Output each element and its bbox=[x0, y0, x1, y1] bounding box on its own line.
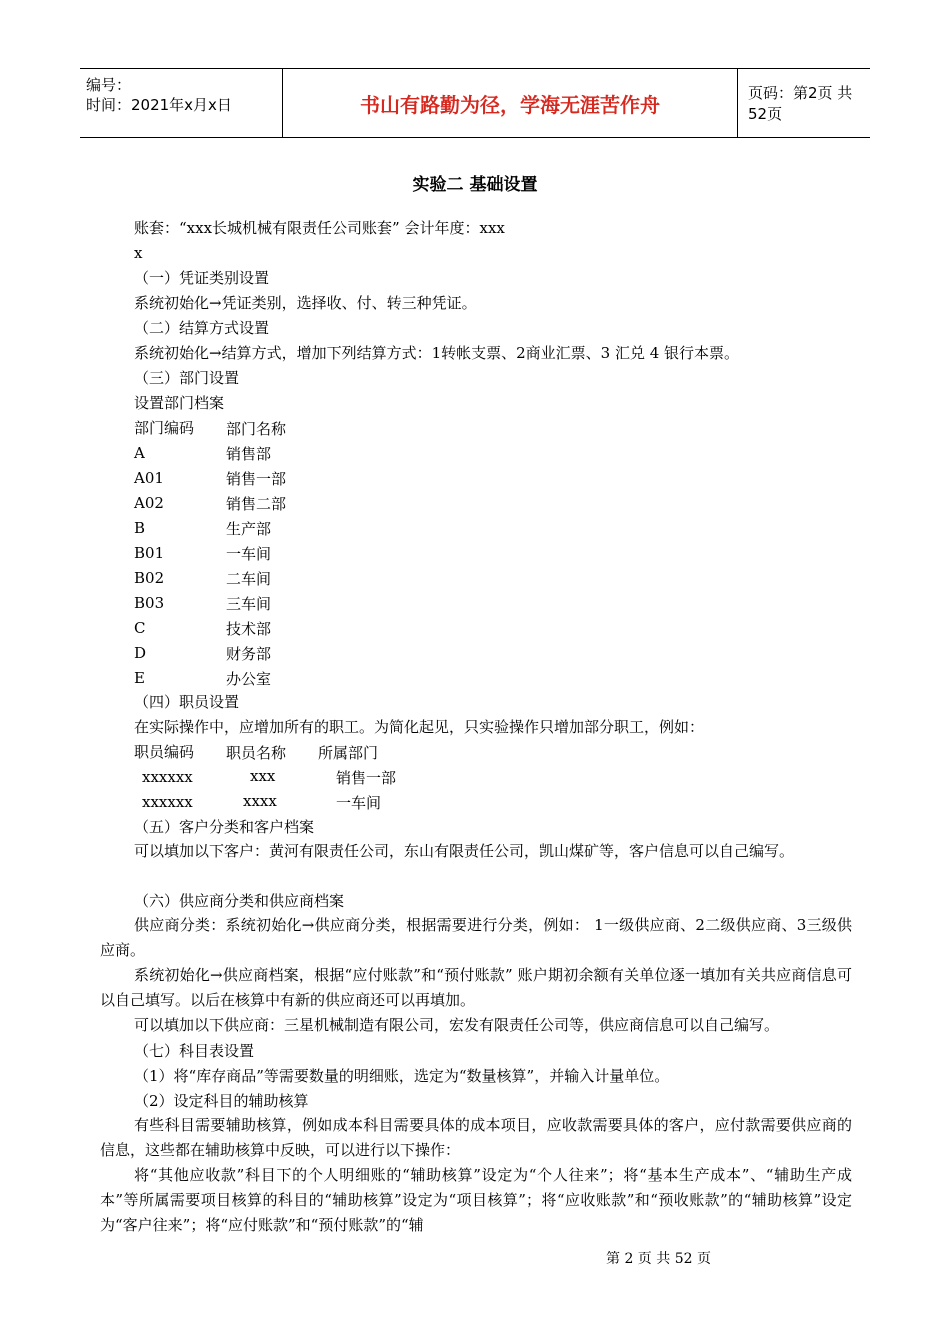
section-7-para-2: 将“其他应收款”科目下的个人明细账的“辅助核算”设定为“个人往来”；将“基本生产成本”、“辅助生产成本”等所属需要项目核算的科目的“辅助核算”设定为“项目核算”；将“应收账款”和“预收账款”的“辅助核算”设定为“客户往来”；将“应付账款”和“预付账款”的“辅 bbox=[100, 1166, 852, 1234]
account-line-wrap: x bbox=[134, 244, 143, 262]
section-2-heading: （二）结算方式设置 bbox=[134, 319, 270, 337]
section-7-heading: （七）科目表设置 bbox=[134, 1042, 255, 1060]
dept-name: 办公室 bbox=[226, 670, 272, 688]
section-5-heading: （五）客户分类和客户档案 bbox=[134, 818, 315, 836]
dept-code: A bbox=[134, 444, 145, 462]
section-1-heading: （一）凭证类别设置 bbox=[134, 269, 270, 287]
dept-name: 财务部 bbox=[226, 645, 272, 663]
dept-col-name: 部门名称 bbox=[226, 420, 287, 438]
header-page-label: 页码：第2页 共52页 bbox=[748, 84, 853, 123]
staff-name: xxxx bbox=[243, 792, 277, 810]
staff-dept: 一车间 bbox=[336, 794, 382, 812]
section-6-para-2: 系统初始化→供应商档案，根据“应付账款”和“预付账款” 账户期初余额有关单位逐一填加有关共应商信息可以自己填写。以后在核算中有新的供应商还可以再填加。 bbox=[100, 966, 852, 1009]
section-1-text: 系统初始化→凭证类别，选择收、付、转三种凭证。 bbox=[134, 294, 477, 312]
dept-code: A02 bbox=[134, 494, 164, 512]
dept-code: B01 bbox=[134, 544, 165, 562]
section-7-para-1: 有些科目需要辅助核算，例如成本科目需要具体的成本项目，应收款需要具体的客户，应付款需要供应商的信息，这些都在辅助核算中反映，可以进行以下操作： bbox=[100, 1116, 852, 1159]
page-footer: 第 2 页 共 52 页 bbox=[606, 1251, 711, 1267]
dept-name: 二车间 bbox=[226, 570, 272, 588]
section-6-heading: （六）供应商分类和供应商档案 bbox=[134, 892, 345, 910]
section-4-text: 在实际操作中，应增加所有的职工。为简化起见，只实验操作只增加部分职工，例如： bbox=[134, 718, 705, 736]
dept-name: 生产部 bbox=[226, 520, 272, 538]
staff-col-dept: 所属部门 bbox=[318, 744, 379, 762]
dept-code: B bbox=[134, 519, 146, 537]
dept-name: 技术部 bbox=[226, 620, 272, 638]
section-2-text: 系统初始化→结算方式，增加下列结算方式：1转帐支票、2商业汇票、3 汇兑 4 银行本票。 bbox=[134, 344, 740, 362]
section-3-heading: （三）部门设置 bbox=[134, 369, 240, 387]
dept-name: 销售一部 bbox=[226, 470, 287, 488]
section-3-subheading: 设置部门档案 bbox=[134, 394, 225, 412]
header-code-label: 编号： bbox=[86, 76, 132, 94]
account-line: 账套：“xxx长城机械有限责任公司账套” 会计年度：xxx bbox=[134, 219, 505, 237]
staff-code: xxxxxx bbox=[142, 768, 193, 786]
dept-code: E bbox=[134, 669, 145, 687]
staff-code: xxxxxx bbox=[142, 793, 193, 811]
dept-code: A01 bbox=[134, 469, 164, 487]
dept-code: B03 bbox=[134, 594, 165, 612]
dept-name: 销售部 bbox=[226, 445, 272, 463]
staff-col-name: 职员名称 bbox=[226, 744, 287, 762]
dept-code: C bbox=[134, 619, 146, 637]
section-7-item-2: （2）设定科目的辅助核算 bbox=[134, 1092, 309, 1110]
section-6-para-3: 可以填加以下供应商：三星机械制造有限公司，宏发有限责任公司等，供应商信息可以自己编写。 bbox=[134, 1016, 780, 1034]
header-motto: 书山有路勤为径，学海无涯苦作舟 bbox=[282, 69, 738, 137]
header-meta bbox=[86, 75, 232, 115]
section-6-para-1: 供应商分类：系统初始化→供应商分类，根据需要进行分类，例如： 1一级供应商、2二级供应商、3三级供应商。 bbox=[100, 916, 852, 959]
dept-name: 三车间 bbox=[226, 595, 272, 613]
staff-name: xxx bbox=[250, 767, 276, 785]
section-4-heading: （四）职员设置 bbox=[134, 693, 240, 711]
dept-code: B02 bbox=[134, 569, 165, 587]
staff-dept: 销售一部 bbox=[336, 769, 397, 787]
dept-name: 一车间 bbox=[226, 545, 272, 563]
section-5-text: 可以填加以下客户：黄河有限责任公司，东山有限责任公司，凯山煤矿等，客户信息可以自己编写。 bbox=[134, 842, 795, 860]
dept-code: D bbox=[134, 644, 147, 662]
section-7-item-1: （1）将“库存商品”等需要数量的明细账，选定为“数量核算”，并输入计量单位。 bbox=[134, 1067, 670, 1085]
header-date-label: 时间：2021年x月x日 bbox=[86, 96, 232, 114]
dept-col-code: 部门编码 bbox=[134, 419, 195, 437]
page-header bbox=[80, 68, 870, 138]
staff-col-code: 职员编码 bbox=[134, 743, 195, 761]
dept-name: 销售二部 bbox=[226, 495, 287, 513]
document-title: 实验二 基础设置 bbox=[412, 175, 538, 195]
